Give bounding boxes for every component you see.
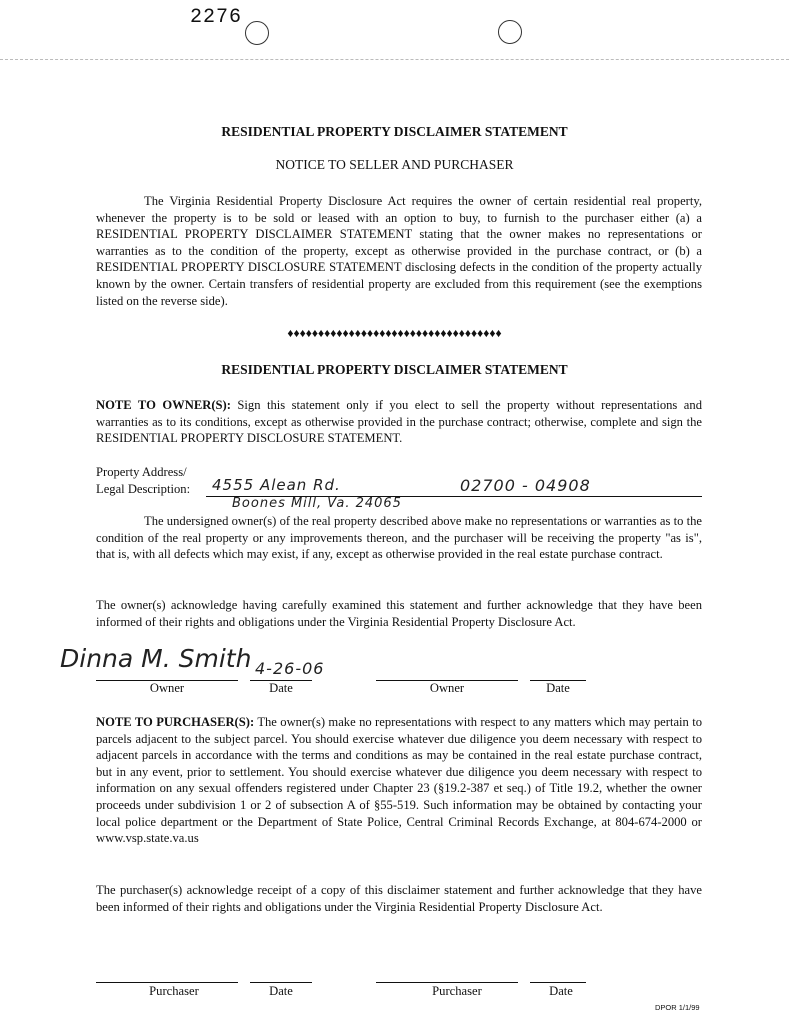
owner2-date-label: Date xyxy=(546,681,570,695)
note-purchaser-text: The owner(s) make no representations with respect to any matters which may pertain to parcels adjacent to the subject parcel. You should exercise whatever due diligence you deem necessary with respect to adjacent parcels in accordance with the terms and conditions as may be contained in the real estate purchase contract, but in any event, prior to settlement. You should exercise whatever due diligence you deem necessary with respect to information on any sexual offenders registered under Chapter 23 (§19.2-387 et seq.) of Title 19.2, whether the owner proceeds under subdivision 1 or 2 of subsection A of §55-519. Such information may be obtained by contacting your local police department or the Department of State Police, Central Criminal Records Exchange, at 804-674-2000 or www.vsp.state.va.us xyxy=(96,715,703,846)
parcel-number-value: 02700 - 04908 xyxy=(460,476,591,495)
owner2-label: Owner xyxy=(429,681,465,695)
purchaser2-signature-line xyxy=(376,982,518,983)
form-code: DPOR 1/1/99 xyxy=(655,1003,700,1012)
owner-signature-date: 4-26-06 xyxy=(255,659,325,678)
diamond-divider: ♦♦♦♦♦♦♦♦♦♦♦♦♦♦♦♦♦♦♦♦♦♦♦♦♦♦♦♦♦♦♦♦♦♦♦ xyxy=(287,326,502,340)
note-to-purchaser xyxy=(96,714,702,847)
owner-statement: The undersigned owner(s) of the real property described above make no representations or warranties as to the condition of the real property or any improvements thereon, and the purchaser will be receiving the property "as is", that is, with all defects which may exist, if any, except as otherwise provided in the real estate purchase contract. xyxy=(96,514,702,562)
purchaser2-date-line xyxy=(530,982,586,983)
perforation-line xyxy=(0,59,789,60)
purchaser-signature-line xyxy=(96,982,238,983)
property-address-value: 4555 Alean Rd. xyxy=(212,476,341,494)
note-owner-label: NOTE TO OWNER(S): xyxy=(96,398,231,412)
note-purchaser-label: NOTE TO PURCHASER(S): xyxy=(96,715,255,729)
section-title: RESIDENTIAL PROPERTY DISCLAIMER STATEMENT xyxy=(221,362,568,377)
document-subtitle: NOTICE TO SELLER AND PURCHASER xyxy=(275,157,514,172)
property-address-label: Property Address/ xyxy=(96,465,187,479)
legal-description-label: Legal Description: xyxy=(96,482,191,496)
punch-hole-left xyxy=(245,21,269,45)
purchaser-date-label: Date xyxy=(269,984,293,998)
owner-signature: Dinna M. Smith xyxy=(60,644,252,673)
purchaser-acknowledgement: The purchaser(s) acknowledge receipt of a copy of this disclaimer statement and further acknowledge that they have been informed of their rights and obligations under the Virginia Residential Property Disclosure Act. xyxy=(96,883,702,914)
property-address-city: Boones Mill, Va. 24065 xyxy=(232,496,402,511)
note-owner-text: Sign this statement only if you elect to sell the property without representations and warranties as to its conditions, except as otherwise provided in the purchase contract; otherwise, complete and sign the RESIDENTIAL PROPERTY DISCLOSURE STATEMENT. xyxy=(96,398,702,446)
purchaser-label: Purchaser xyxy=(149,984,199,998)
document-title: RESIDENTIAL PROPERTY DISCLAIMER STATEMENT xyxy=(221,124,568,139)
owner-label: Owner xyxy=(149,681,185,695)
stamp-number: 2276 xyxy=(190,6,243,29)
purchaser2-label: Purchaser xyxy=(432,984,482,998)
purchaser-date-line xyxy=(250,982,312,983)
owner-acknowledgement: The owner(s) acknowledge having carefully examined this statement and further acknowledge that they have been informed of their rights and obligations under the Virginia Residential Property Disclosure Act. xyxy=(96,598,702,629)
intro-paragraph: The Virginia Residential Property Disclosure Act requires the owner of certain residential real property, whenever the property is to be sold or leased with an option to buy, to furnish to the purchaser either (a) a RESIDENTIAL PROPERTY DISCLAIMER STATEMENT stating that the owner makes no representations or warranties as to the condition of the property, except as otherwise provided in the purchase contract, or (b) a RESIDENTIAL PROPERTY DISCLOSURE STATEMENT disclosing defects in the condition of the property actually known by the owner. Certain transfers of residential property are excluded from this requirement (see the exemptions listed on the reverse side). xyxy=(96,194,702,308)
purchaser2-date-label: Date xyxy=(549,984,573,998)
note-to-owner xyxy=(96,397,702,447)
owner-date-label: Date xyxy=(269,681,293,695)
punch-hole-right xyxy=(498,20,522,44)
